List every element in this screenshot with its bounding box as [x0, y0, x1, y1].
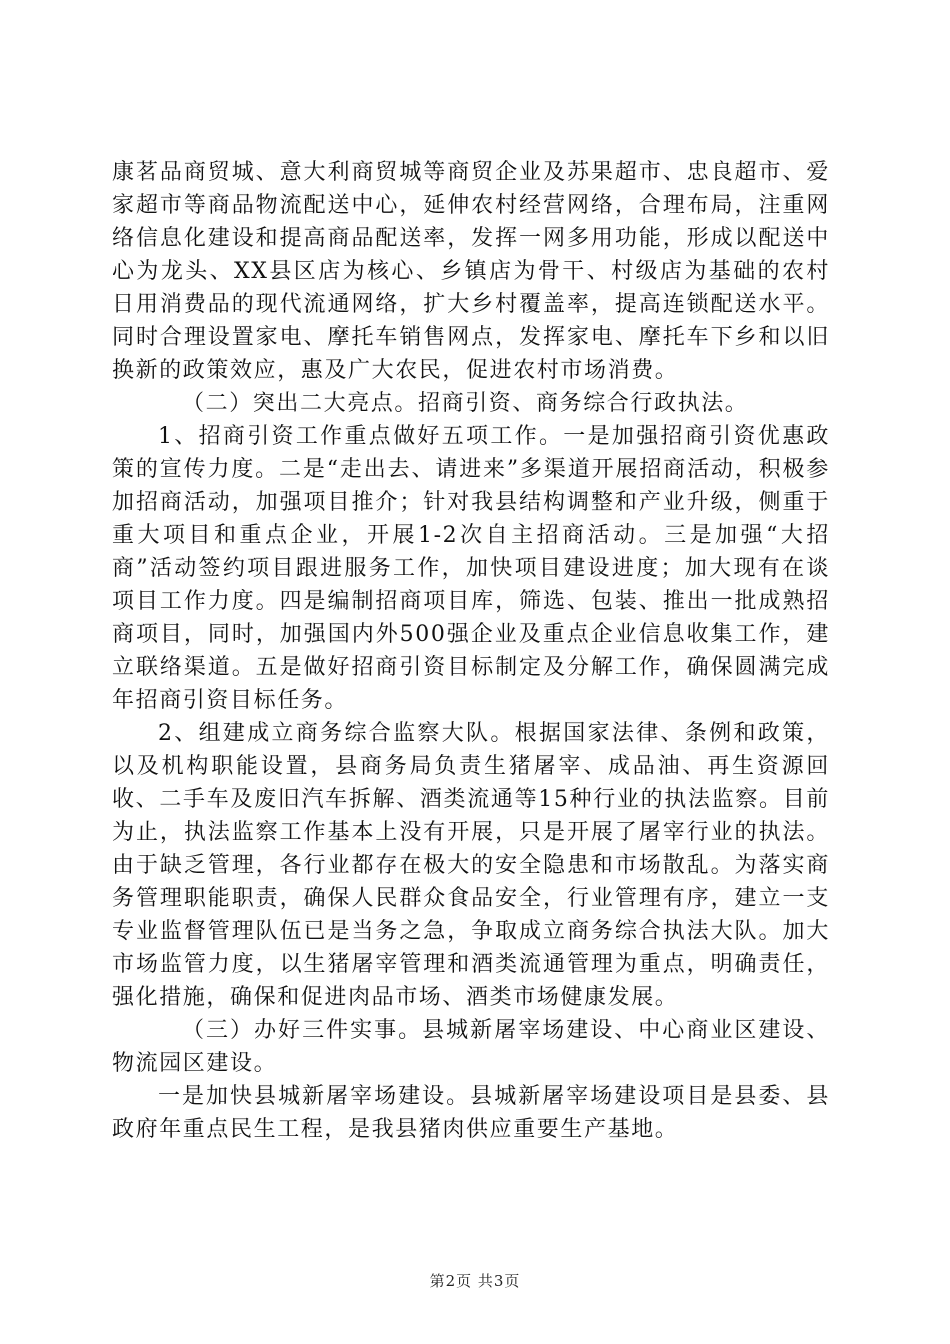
page-footer: 第2页 共3页 [429, 1272, 521, 1290]
document-body [112, 156, 830, 1146]
paragraph-inspection-team: 2、组建成立商务综合监察大队。根据国家法律、条例和政策，以及机构职能设置，县商务局负责生猪屠宰、成品油、再生资源回收、二手车及废旧汽车拆解、酒类流通等15种行业的执法监察。目前为止，执法监察工作基本上没有开展，只是开展了屠宰行业的执法。由于缺乏管理，各行业都存在极大的安全隐患和市场散乱。为落实商务管理职能职责，确保人民群众食品安全，行业管理有序，建立一支专业监督管理队伍已是当务之急，争取成立商务综合执法大队。加大市场监管力度，以生猪屠宰管理和酒类流通管理为重点，明确责任，强化措施，确保和促进肉品市场、酒类市场健康发展。 [112, 721, 830, 1010]
paragraph-slaughterhouse: 一是加快县城新屠宰场建设。县城新屠宰场建设项目是县委、县政府年重点民生工程，是我县猪肉供应重要生产基地。 [112, 1084, 830, 1142]
paragraph-continued: 康茗品商贸城、意大利商贸城等商贸企业及苏果超市、忠良超市、爱家超市等商品物流配送中心，延伸农村经营网络，合理布局，注重网络信息化建设和提高商品配送率，发挥一网多用功能，形成以配送中心为龙头、XX县区店为核心、乡镇店为骨干、村级店为基础的农村日用消费品的现代流通网络，扩大乡村覆盖率，提高连锁配送水平。同时合理设置家电、摩托车销售网点，发挥家电、摩托车下乡和以旧换新的政策效应，惠及广大农民，促进农村市场消费。 [112, 160, 830, 383]
section-heading-two: （二）突出二大亮点。招商引资、商务综合行政执法。 [182, 391, 749, 416]
paragraph-investment: 1、招商引资工作重点做好五项工作。一是加强招商引资优惠政策的宣传力度。二是“走出去、请进来”多渠道开展招商活动，积极参加招商活动，加强项目推介；针对我县结构调整和产业升级，侧重于重大项目和重点企业，开展1-2次自主招商活动。三是加强“大招商”活动签约项目跟进服务工作，加快项目建设进度；加大现有在谈项目工作力度。四是编制招商项目库，筛选、包装、推出一批成熟招商项目，同时，加强国内外500强企业及重点企业信息收集工作，建立联络渠道。五是做好招商引资目标制定及分解工作，确保圆满完成年招商引资目标任务。 [112, 424, 830, 713]
section-heading-three: （三）办好三件实事。县城新屠宰场建设、中心商业区建设、物流园区建设。 [112, 1018, 830, 1076]
